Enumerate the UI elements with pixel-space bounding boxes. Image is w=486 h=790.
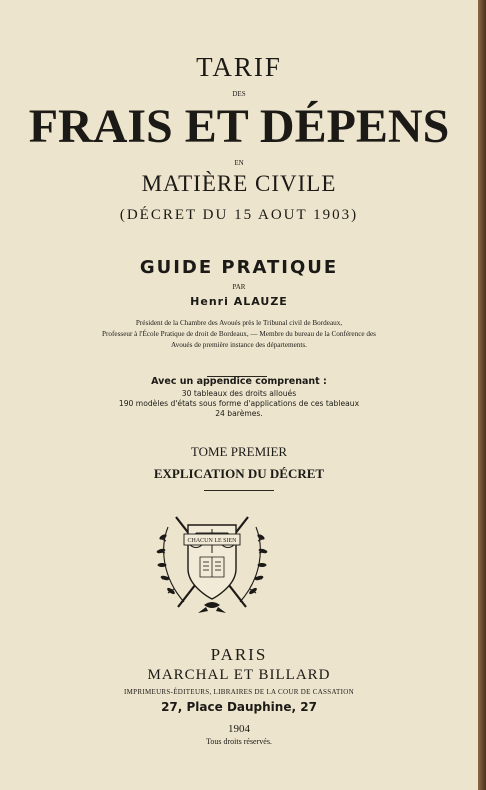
title-main: FRAIS ET DÉPENS — [28, 100, 450, 153]
title-matiere: MATIÈRE CIVILE — [141, 171, 337, 196]
publisher-address: 27, Place Dauphine, 27 — [161, 700, 317, 714]
publisher-city: PARIS — [210, 645, 268, 664]
title-en: EN — [234, 159, 244, 167]
publisher-name: MARCHAL ET BILLARD — [147, 667, 331, 683]
volume-subtitle: EXPLICATION DU DÉCRET — [153, 466, 325, 481]
publisher-description: IMPRIMEURS-ÉDITEURS, LIBRAIRES DE LA COUR DE CASSATION — [124, 688, 354, 696]
publication-year: 1904 — [228, 723, 250, 735]
author-bio-1: Président de la Chambre des Avoués près le Tribunal civil de Bordeaux, — [135, 319, 343, 327]
title-tarif: TARIF — [196, 52, 282, 82]
guide-title: GUIDE PRATIQUE — [139, 257, 339, 278]
page-edge — [478, 0, 486, 790]
author-bio-3: Avoués de première instance des départements. — [171, 341, 307, 349]
appendix-item-3: 24 barèmes. — [215, 409, 263, 418]
author-name: Henri ALAUZE — [190, 295, 288, 308]
divider-rule-2 — [204, 490, 274, 491]
appendix-item-1: 30 tableaux des droits alloués — [181, 389, 297, 398]
emblem-motto: CHACUN LE SIEN — [187, 538, 237, 544]
title-decret: (DÉCRET DU 15 AOUT 1903) — [119, 207, 359, 223]
author-bio-2: Professeur à l'École Pratique de droit de Bordeaux, — Membre du bureau de la Conférence des — [102, 330, 376, 338]
appendix-item-2: 190 modèles d'états sous forme d'applications de ces tableaux — [118, 399, 360, 408]
guide-par: PAR — [232, 283, 246, 291]
rights-reserved: Tous droits réservés. — [206, 737, 272, 746]
title-des: DES — [232, 90, 246, 98]
tome-label: TOME PREMIER — [190, 444, 288, 459]
appendix-heading: Avec un appendice comprenant : — [151, 376, 327, 387]
emblem-scales-of-justice — [154, 507, 270, 619]
